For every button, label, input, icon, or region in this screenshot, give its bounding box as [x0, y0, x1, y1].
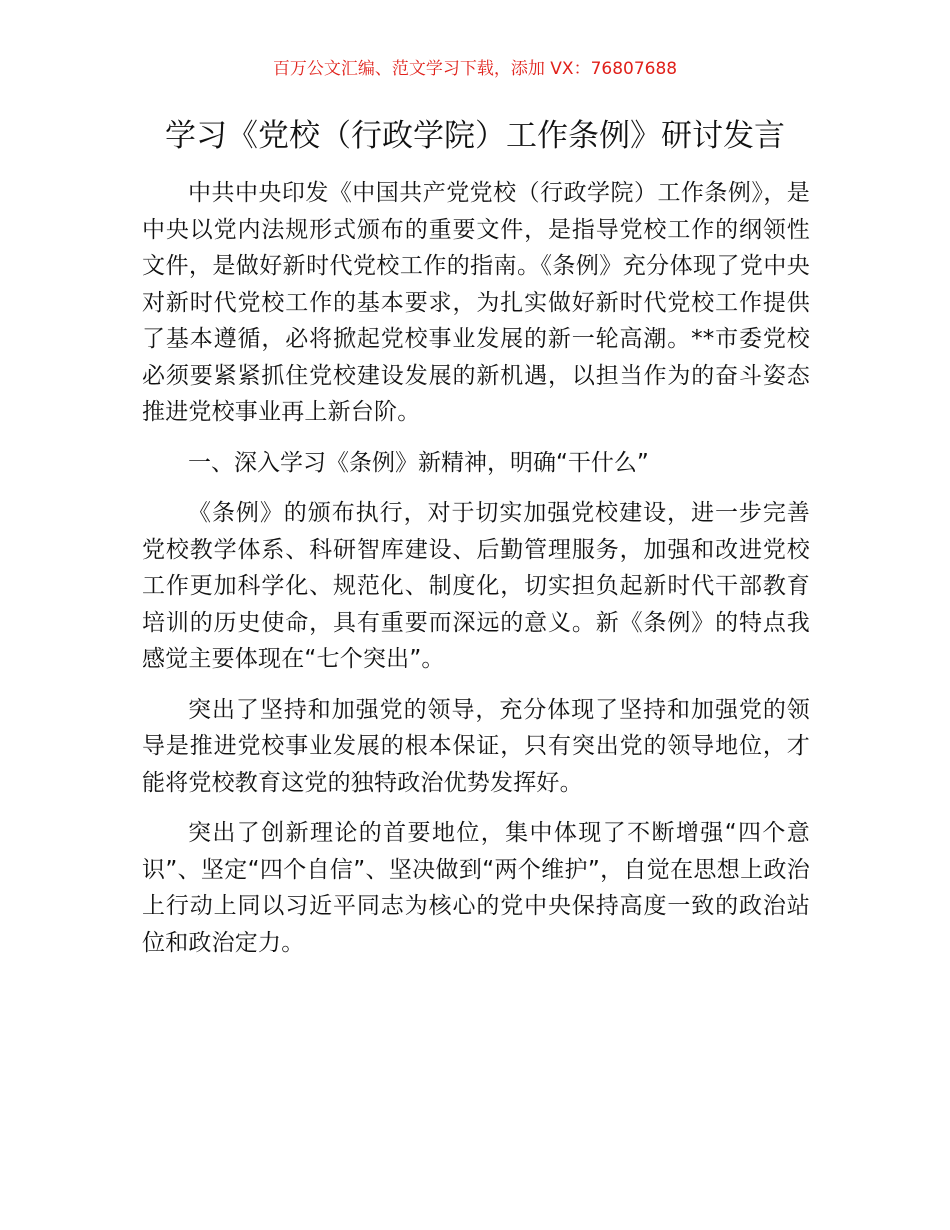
paragraph-party-leadership: 突出了坚持和加强党的领导，充分体现了坚持和加强党的领导是推进党校事业发展的根本保证，只有突出党的领导地位，才能将党校教育这党的独特政治优势发挥好。: [142, 696, 810, 796]
document-title: 学习《党校（行政学院）工作条例》研讨发言: [165, 118, 785, 154]
section-heading-1: 一、深入学习《条例》新精神，明确“干什么”: [188, 449, 649, 476]
paragraph-intro: 中共中央印发《中国共产党党校（行政学院）工作条例》，是中央以党内法规形式颁布的重要文件，是指导党校工作的纲领性文件，是做好新时代党校工作的指南。《条例》充分体现了党中央对新时代党校工作的基本要求，为扎实做好新时代党校工作提供了基本遵循，必将掀起党校事业发展的新一轮高潮。**市委党校必须要紧紧抓住党校建设发展的新机遇，以担当作为的奋斗姿态推进党校事业再上新台阶。: [142, 180, 810, 425]
paragraph-innovative-theory: 突出了创新理论的首要地位，集中体现了不断增强“四个意识”、坚定“四个自信”、坚决做到“两个维护”，自觉在思想上政治上行动上同以习近平同志为核心的党中央保持高度一致的政治站位和政治定力。: [142, 820, 810, 956]
document-body: [142, 175, 810, 975]
header-banner: 百万公文汇编、范文学习下载，添加 VX：76807688: [272, 59, 678, 79]
paragraph-regulation-significance: 《条例》的颁布执行，对于切实加强党校建设，进一步完善党校教学体系、科研智库建设、后勤管理服务，加强和改进党校工作更加科学化、规范化、制度化，切实担负起新时代干部教育培训的历史使命，具有重要而深远的意义。新《条例》的特点我感觉主要体现在“七个突出”。: [142, 500, 810, 672]
